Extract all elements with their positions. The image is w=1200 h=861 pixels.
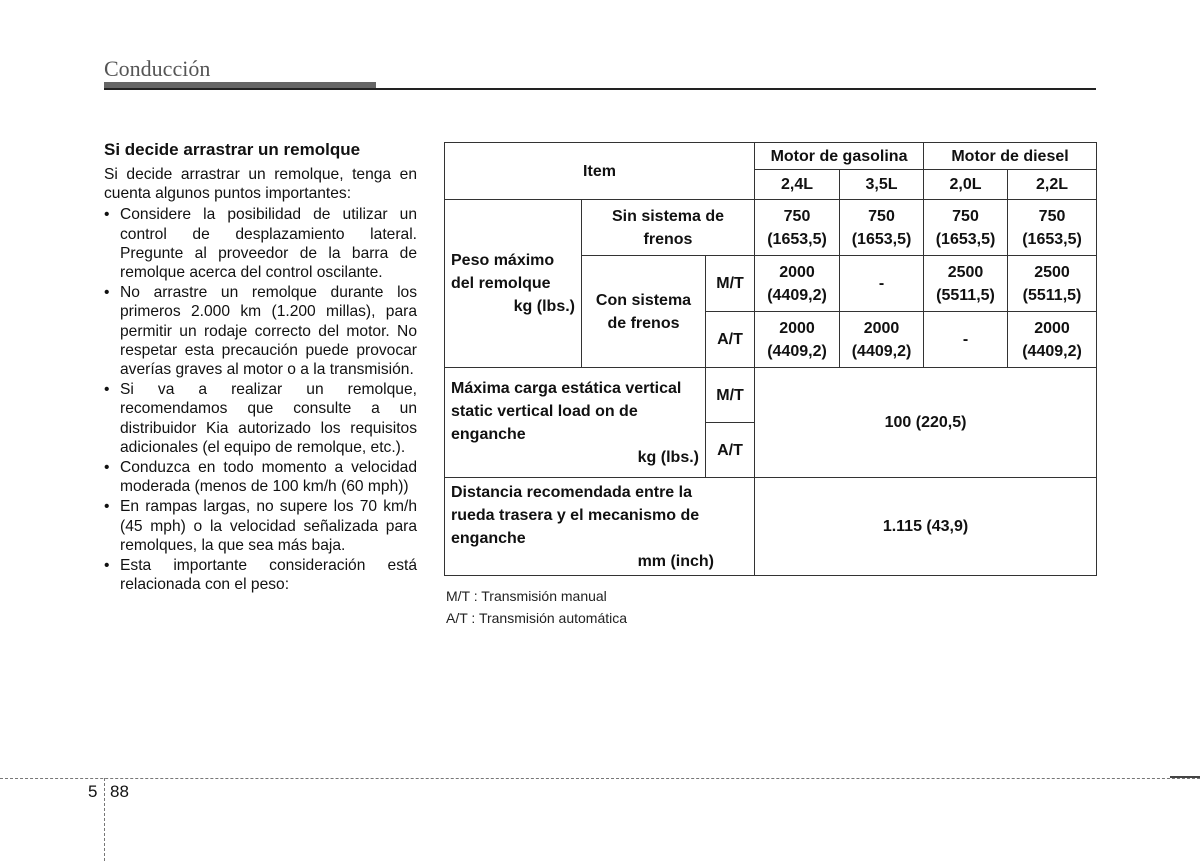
row-label-line: enganche [451,529,526,547]
table-row [445,200,1097,256]
cell-value-lbs: (4409,2) [1022,342,1082,360]
footer-rule-accent [1170,776,1200,778]
table-cell [755,200,840,256]
intro-paragraph: Si decide arrastrar un remolque, tenga en cuenta algunos puntos importantes: [104,166,417,203]
table-cell [755,312,840,368]
cell-value-lbs: (4409,2) [767,286,827,304]
towing-spec-table [444,142,1097,576]
cell-value: 750 [783,207,811,225]
item-header: Item [445,143,755,200]
cell-value: 2500 [947,263,984,281]
row-label-line: frenos [643,230,693,248]
cell-value-lbs: (1653,5) [767,230,827,248]
cell-value-lbs: (1653,5) [851,230,912,248]
engine-size-header: 2,4L [755,170,840,200]
cell-value: 2000 [779,263,815,281]
list-item-text: En rampas largas, no supere los 70 km/h (45 mph) o la velocidad señalizada para remolques, la que sea más baja. [120,498,417,554]
unit-label: kg (lbs.) [513,298,575,315]
cell-value: 2500 [1034,263,1070,281]
bullet-icon: • [104,284,110,302]
peso-maximo-label [445,200,582,368]
table-cell [1008,200,1097,256]
cell-value: 2000 [863,319,900,337]
section-heading: Si decide arrastrar un remolque [104,140,361,159]
note-at: A/T : Transmisión automática [446,610,628,626]
cell-value-lbs: (4409,2) [767,342,827,360]
list-item [104,458,417,496]
table-notes [446,585,627,629]
list-item [104,380,417,457]
table-cell [924,256,1008,312]
row-label-line: del remolque [451,275,551,292]
bullet-icon: • [104,498,110,516]
carga-vertical-label [445,368,706,478]
note-mt: M/T : Transmisión manual [446,588,607,604]
row-label-line: enganche [451,425,526,443]
con-frenos-label [582,256,706,368]
engine-size-header: 2,0L [924,170,1008,200]
engine-size-header: 3,5L [840,170,924,200]
gasoline-engine-header: Motor de gasolina [755,143,924,170]
table-cell [840,312,924,368]
carga-vertical-value: 100 (220,5) [755,368,1097,478]
list-item-text: No arrastre un remolque durante los primeros 2.000 km (1.200 millas), para permitir un rodaje correcto del motor. No respetar esta precaución puede provocar averías graves al motor o a la transmisión. [120,284,417,379]
diesel-engine-header: Motor de diesel [924,143,1097,170]
footer-rule [0,778,1200,779]
transmission-label: A/T [706,423,755,478]
bullet-icon: • [104,557,110,575]
cell-value-lbs: (1653,5) [935,230,996,248]
list-item-text: Si va a realizar un remolque, recomendamos que consulte a un distribuidor Kia autorizado los requisitos adicionales (el equipo de remolque, etc.). [120,381,417,456]
list-item [104,283,417,379]
table-cell [1008,312,1097,368]
table-cell [924,312,1008,368]
cell-value-lbs: (5511,5) [1022,286,1082,304]
row-label-line: Con sistema [595,291,692,309]
cell-value: 750 [868,207,895,225]
list-item-text: Conduzca en todo momento a velocidad moderada (menos de 100 km/h (60 mph)) [120,459,417,496]
cell-value: 2000 [1034,319,1070,337]
distancia-label [445,478,755,576]
row-label-line: Máxima carga estática vertical [451,379,682,397]
table-cell [840,200,924,256]
transmission-label: A/T [706,312,755,368]
table-row [445,368,1097,423]
cell-value: - [962,331,969,348]
unit-label: mm (inch) [637,552,715,570]
table-header-row [445,143,1097,170]
bullet-icon: • [104,459,110,477]
cell-value: - [878,275,885,292]
cell-value: 750 [1038,207,1066,225]
row-label-line: Distancia recomendada entre la [451,483,692,501]
table-cell [755,256,840,312]
advice-list [104,205,417,594]
table-cell [924,200,1008,256]
cell-value-lbs: (1653,5) [1022,230,1082,248]
cell-value: 750 [952,207,979,225]
footer-divider [104,778,105,861]
bullet-icon: • [104,381,110,399]
transmission-label: M/T [706,256,755,312]
row-label-line: rueda trasera y el mecanismo de [451,506,700,524]
towing-advice-column [104,139,417,595]
list-item-text: Considere la posibilidad de utilizar un control de desplazamiento lateral. Pregunte al proveedor de la barra de remolque acerca del control oscilante. [120,206,417,282]
sin-frenos-label [582,200,755,256]
bullet-icon: • [104,206,110,224]
cell-value: 2000 [779,319,815,337]
section-number: 5 [88,782,98,801]
cell-value-lbs: (5511,5) [936,286,995,304]
row-label-line: de frenos [607,314,680,332]
engine-size-header: 2,2L [1008,170,1097,200]
row-label-line: static vertical load on de [451,402,638,420]
header-rule [104,88,1096,90]
row-label-line: Peso máximo [451,252,555,269]
list-item-text: Esta importante consideración está relacionada con el peso: [120,557,417,594]
page-number: 88 [110,782,129,801]
distancia-value: 1.115 (43,9) [755,478,1097,576]
list-item [104,205,417,282]
cell-value-lbs: (4409,2) [851,342,912,360]
table-cell [1008,256,1097,312]
table-row [445,478,1097,576]
unit-label: kg (lbs.) [637,448,699,466]
page-header-title: Conducción [104,56,211,81]
row-label-line: Sin sistema de [611,207,725,225]
transmission-label: M/T [706,368,755,423]
table-cell [840,256,924,312]
list-item [104,556,417,594]
list-item [104,497,417,555]
